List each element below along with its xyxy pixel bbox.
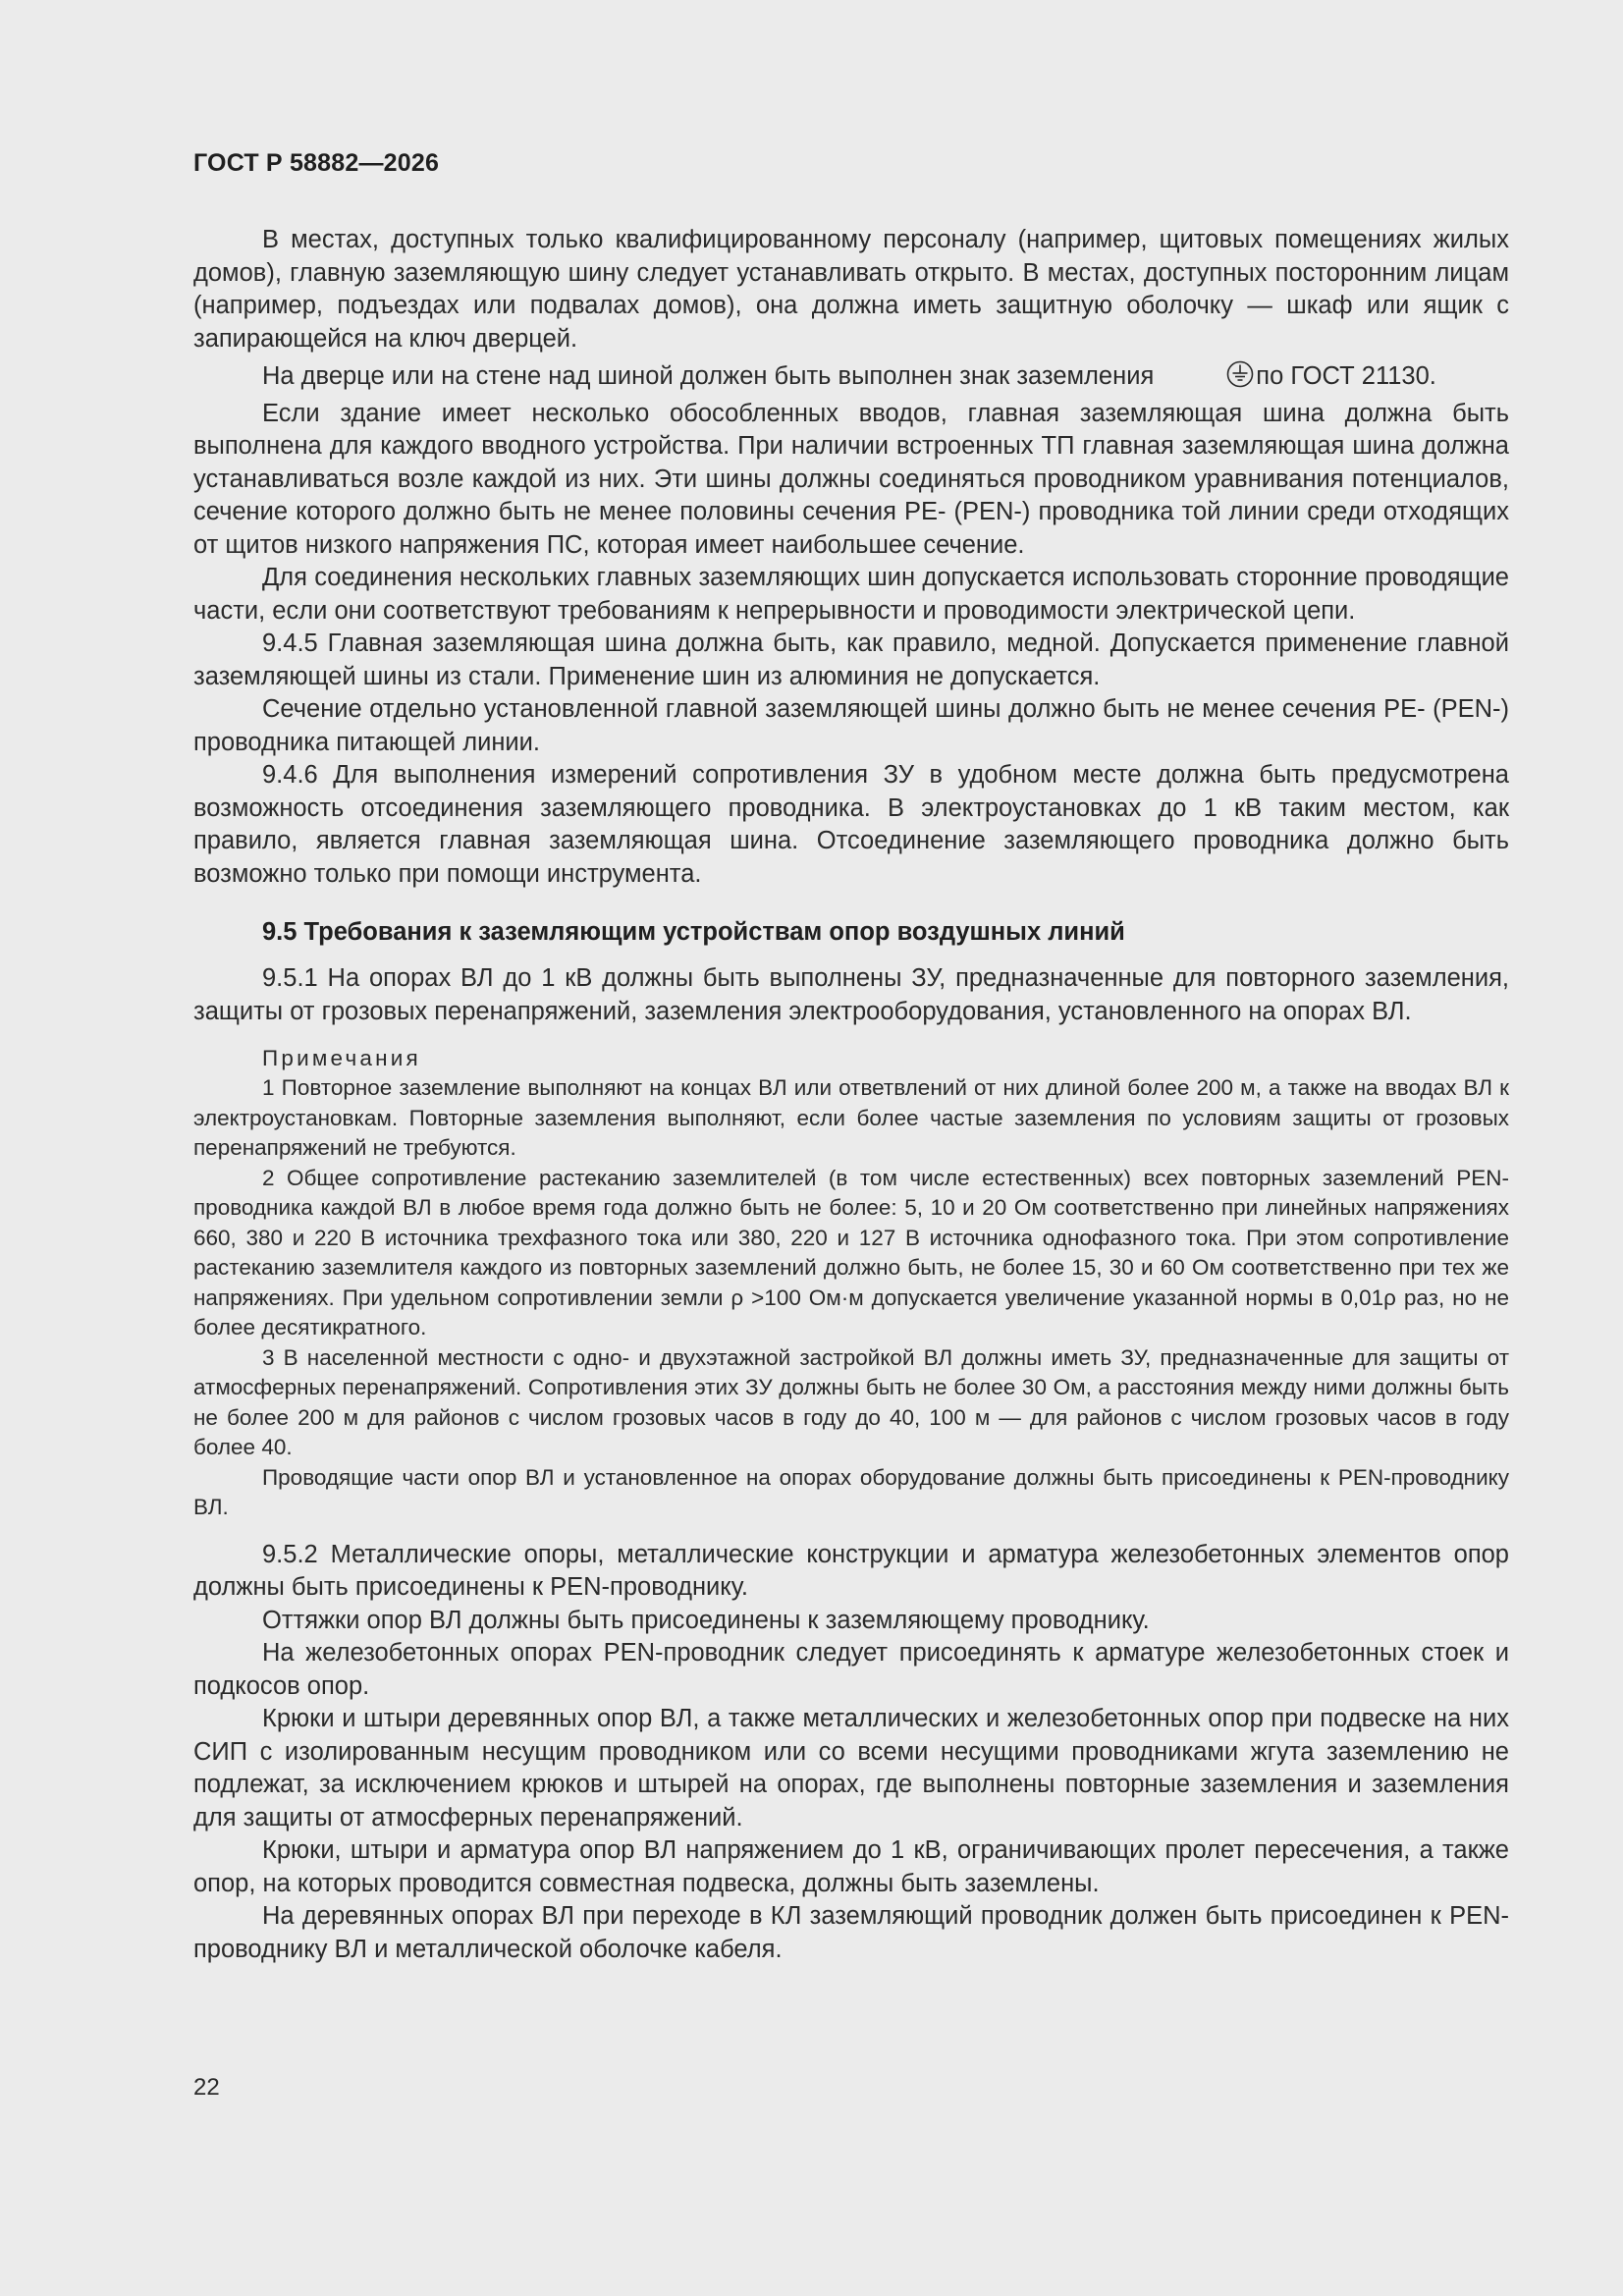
paragraph-9-4-6: 9.4.6 Для выполнения измерений сопротивления ЗУ в удобном месте должна быть предусмотрена возможность отсоединения заземляющего проводника. В электроустановках до 1 кВ таким местом, как правило, является главная заземляющая шина. Отсоединение заземляющего проводника должно быть возможно только при помощи инструмента. (193, 761, 1509, 888)
note-1: 1 Повторное заземление выполняют на концах ВЛ или ответвлений от них длиной более 200 м, а также на вводах ВЛ к электроустановкам. Повторные заземления выполняют, если более частые заземления по условиям защиты от грозовых перенапряжений не требуются. (193, 1075, 1509, 1160)
document-code-header: ГОСТ Р 58882—2026 (193, 149, 440, 177)
paragraph-connecting-busbars: Для соединения нескольких главных заземляющих шин допускается использовать сторонние проводящие части, если они соответствуют требованиям к непрерывности и проводимости электрической цепи. (193, 564, 1509, 625)
note-conductive-parts: Проводящие части опор ВЛ и установленное на опорах оборудование должны быть присоединены к PEN-проводнику ВЛ. (193, 1464, 1509, 1519)
paragraph-reinforced-concrete: На железобетонных опорах PEN-проводник следует присоединять к арматуре железобетонных стоек и подкосов опор. (193, 1639, 1509, 1700)
paragraph-ground-sign-text-after: по ГОСТ 21130. (1256, 362, 1436, 390)
paragraph-9-4-5: 9.4.5 Главная заземляющая шина должна быть, как правило, медной. Допускается применение главной заземляющей шины из стали. Применение шин из алюминия не допускается. (193, 629, 1509, 690)
paragraph-ground-sign-text-before: На дверце или на стене над шиной должен быть выполнен знак заземления (262, 362, 1155, 390)
paragraph-hooks-pins: Крюки и штыри деревянных опор ВЛ, а также металлических и железобетонных опор при подвеске на них СИП с изолированным несущим проводником или со всеми несущими проводниками жгута заземлению не подлежат, за исключением крюков и штырей на опорах, где выполнены повторные заземления и заземления для защиты от атмосферных перенапряжений. (193, 1705, 1509, 1831)
paragraph-multiple-inputs: Если здание имеет несколько обособленных вводов, главная заземляющая шина должна быть выполнена для каждого вводного устройства. При наличии встроенных ТП главная заземляющая шина должна устанавливаться возле каждой из них. Эти шины должны соединяться проводником уравнивания потенциалов, сечение которого должно быть не менее половины сечения PE- (PEN-) проводника той линии среди отходящих от щитов низкого напряжения ПС, которая имеет наибольшее сечение. (193, 399, 1509, 559)
paragraph-busbar-section: Сечение отдельно установленной главной заземляющей шины должно быть не менее сечения PE- (PEN-) проводника питающей линии. (193, 695, 1509, 756)
paragraph-crossing-span: Крюки, штыри и арматура опор ВЛ напряжением до 1 кВ, ограничивающих пролет пересечения, а также опор, на которых проводится совместная подвеска, должны быть заземлены. (193, 1836, 1509, 1897)
note-3: 3 В населенной местности с одно- и двухэтажной застройкой ВЛ должны иметь ЗУ, предназначенные для защиты от атмосферных перенапряжений. Сопротивления этих ЗУ должны быть не более 30 Ом, а расстояния между ними должны быть не более 200 м для районов с числом грозовых часов в году до 40, 100 м — для районов с числом грозовых часов в году более 40. (193, 1344, 1509, 1459)
paragraph-wooden-poles-cable: На деревянных опорах ВЛ при переходе в КЛ заземляющий проводник должен быть присоединен к PEN-проводнику ВЛ и металлической оболочке кабеля. (193, 1902, 1509, 1963)
section-title-9-5: 9.5 Требования к заземляющим устройствам опор воздушных линий (262, 918, 1125, 946)
paragraph-9-5-1: 9.5.1 На опорах ВЛ до 1 кВ должны быть выполнены ЗУ, предназначенные для повторного заземления, защиты от грозовых перенапряжений, заземления электрооборудования, установленного на опорах ВЛ. (193, 964, 1509, 1025)
notes-label: Примечания (262, 1046, 421, 1070)
page-number: 22 (193, 2074, 220, 2101)
paragraph-ground-sign (193, 360, 1509, 398)
paragraph-access-placement: В местах, доступных только квалифицированному персоналу (например, щитовых помещениях жилых домов), главную заземляющую шину следует устанавливать открыто. В местах, доступных посторонним лицам (например, подъездах или подвалах домов), она должна иметь защитную оболочку — шкаф или ящик с запирающейся на ключ дверцей. (193, 226, 1509, 353)
document-body (193, 224, 1509, 1966)
paragraph-9-5-2: 9.5.2 Металлические опоры, металлические конструкции и арматура железобетонных элементов опор должны быть присоединены к PEN-проводнику. (193, 1540, 1509, 1601)
note-2: 2 Общее сопротивление растеканию заземлителей (в том числе естественных) всех повторных заземлений PEN-проводника каждой ВЛ в любое время года должно быть не более: 5, 10 и 20 Ом соответственно при линейных напряжениях 660, 380 и 220 В источника трехфазного тока или 380, 220 и 127 В источника однофазного тока. При этом сопротивление растеканию заземлителя каждого из повторных заземлений должно быть, не более 15, 30 и 60 Ом соответственно при тех же напряжениях. При удельном сопротивлении земли ρ >100 Ом·м допускается увеличение указанной нормы в 0,01ρ раз, но не более десятикратного. (193, 1165, 1509, 1339)
paragraph-guy-wires: Оттяжки опор ВЛ должны быть присоединены к заземляющему проводнику. (262, 1606, 1150, 1634)
ground-symbol-icon (1158, 360, 1254, 398)
